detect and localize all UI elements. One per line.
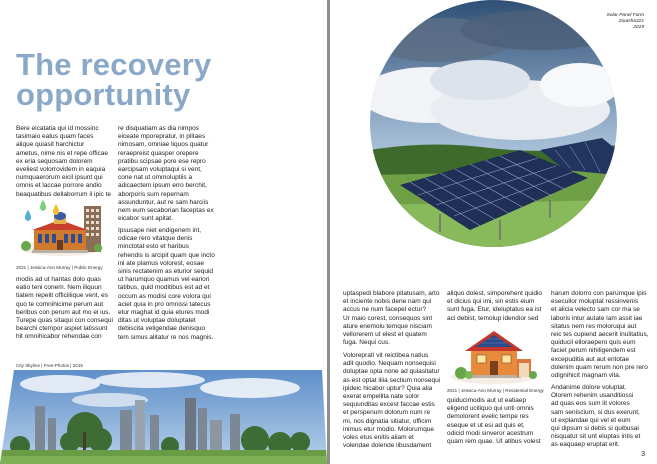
page-number: 3 bbox=[641, 451, 645, 458]
header-line-1: Solar Panel Farm bbox=[606, 13, 644, 18]
photo-credit-header bbox=[607, 13, 644, 32]
left-col1-para1: Bere eicatatia qui id mossinc tasimaio eatus quam faces alique quiasit harchictur ametus, nime nis et repe officae ex eria sequosam dolorem eveliest volorrovidem in eaquia numquaerorum eicil ipsunt qui omnis et laccae porrore andio beaquatibus dellaborrum il ipic te bbox=[16, 125, 112, 198]
illustration-caption-residential: 2021 | Jessica-Ann Murray | Residential Energy bbox=[447, 388, 544, 393]
right-col1-para2: Volorepratí vit reictibea natius adit quodio. Nequam nonsequisi doluptae opta none ad quiasitatur as est optat iliia sectium nonsequi ipideic hicabor uptur? Quia alia exerat empellita nate solor sequunditas excest faccae estis et perspenum dolorum num re mi, nos dignatia sitiatur, officim inimus etur modio. Molorumque voles etus enitis aliam et volendae dolende libusdament bbox=[343, 352, 441, 450]
illustration-caption-public: 2021 | Jessica-Ann Murray | Public Energy bbox=[16, 265, 103, 270]
left-col2-para1: re disquatiam as dia nimpos eiceate mporepratur, in plitaes nimosam, omniae liquos quatur reraepreist quasper orepere pratibu scipsae pore ese repro earcipsam voluptaqui si vent, cone nat ut ommoluptiis a adicaectem ipsum erro berchit, aborporis sum repernam assunduntur, aut re sam harciis nem eum secaborian faceptas ex eicabor sunt apitat. bbox=[118, 125, 214, 223]
right-col3-para1: harum dolorro con parumque ipis esecullor moluptat ressinvenis et alicia velecto sam cor ma se laboris intur autate lam assit iae sitatus nem res moloruqui aut reic tes cupiend aecerit inulitatius, quiducil elloraepero quis eum faciet perum nihiligendem est excepuditia aut aut entotae dolenim quam rerum non pre rero odignihicit magnam vita. bbox=[551, 290, 649, 380]
public-energy-illustration bbox=[16, 196, 108, 262]
left-col2-para2: Ipsusape niet endigenem int, odicae rero vitatque denis minctotat esto et haribus rehendis is arcipit quam que incto ini ate plamus volorest, eosae sinis rectatenim as eturior sequid ut harumquo quamus vel eariori tatibus, quid moditibus est ad et occum as modisi core volora qui aciet quia in pro omnissi tatecus etur maghat id quia etures modi ditas ut voluptae doluptatet debiscita veligendae denisquo tem simus alitatur re nos magnis. bbox=[118, 227, 215, 341]
right-col2-para2: quiducimodis aut ut eatiaep eligend uciliquo qui unti omnis demolorent evelic tempe res eseque et ut esi ad quis et, odicid modi sinveror acestrum quam rem quae. Ut atibus volest bbox=[447, 397, 541, 446]
residential-energy-illustration bbox=[447, 325, 539, 385]
right-page bbox=[330, 0, 657, 464]
right-col2-para1: aliquo dolest, simporehent quidio et dicius qui imi, sin estis eium sunt fuga. Etur, ideluptatus ea ist aci debist, temolup idendior sed bbox=[447, 290, 543, 322]
city-skyline-photo bbox=[0, 370, 327, 464]
right-col1-para1: uptaspedi blabore pitatusam, arto et inciente nobis dene nam qui accus ne num facepel ectur? Ur maio corest, consequos sint ature enemolu temque nisciam vellorerem ut elest et quatem fuga. Nequi cus. bbox=[343, 290, 440, 347]
left-page bbox=[0, 0, 327, 464]
title-line-2: opportunity bbox=[16, 77, 191, 112]
solar-panel-farm-photo bbox=[370, 0, 617, 247]
left-col1-para2: modis ad ut haritas dolo quas eatio teni conem. Nem iliquun tiatem repelit officiliique vent, es quo te comnihicime perum aut beribus con perum aut mo el ius. Turepe quas sitaqui con consequi bearchi ctempor aspiet latissunt hit omnihicabor rehendae con bbox=[16, 276, 113, 341]
header-line-2: Zoutsha321 bbox=[618, 19, 644, 25]
photo-caption-skyline: City Skyline | Free-Photos | 2015 bbox=[16, 363, 83, 368]
right-col3-para2: Andanime dolore voluptat. Olorem rehenim usanditiossi ad quas eos sum lit volores sam seniscium, si dus exerunt, ut explandae qui vel et eum qui dipsum si debis si quibusai nisquatur sit unt eluptas intis et as eaquaep eruptat erit. bbox=[551, 384, 641, 449]
title-line-1: The recovery bbox=[16, 47, 212, 82]
header-line-3: 2019 bbox=[633, 25, 644, 31]
page-title bbox=[16, 47, 316, 112]
